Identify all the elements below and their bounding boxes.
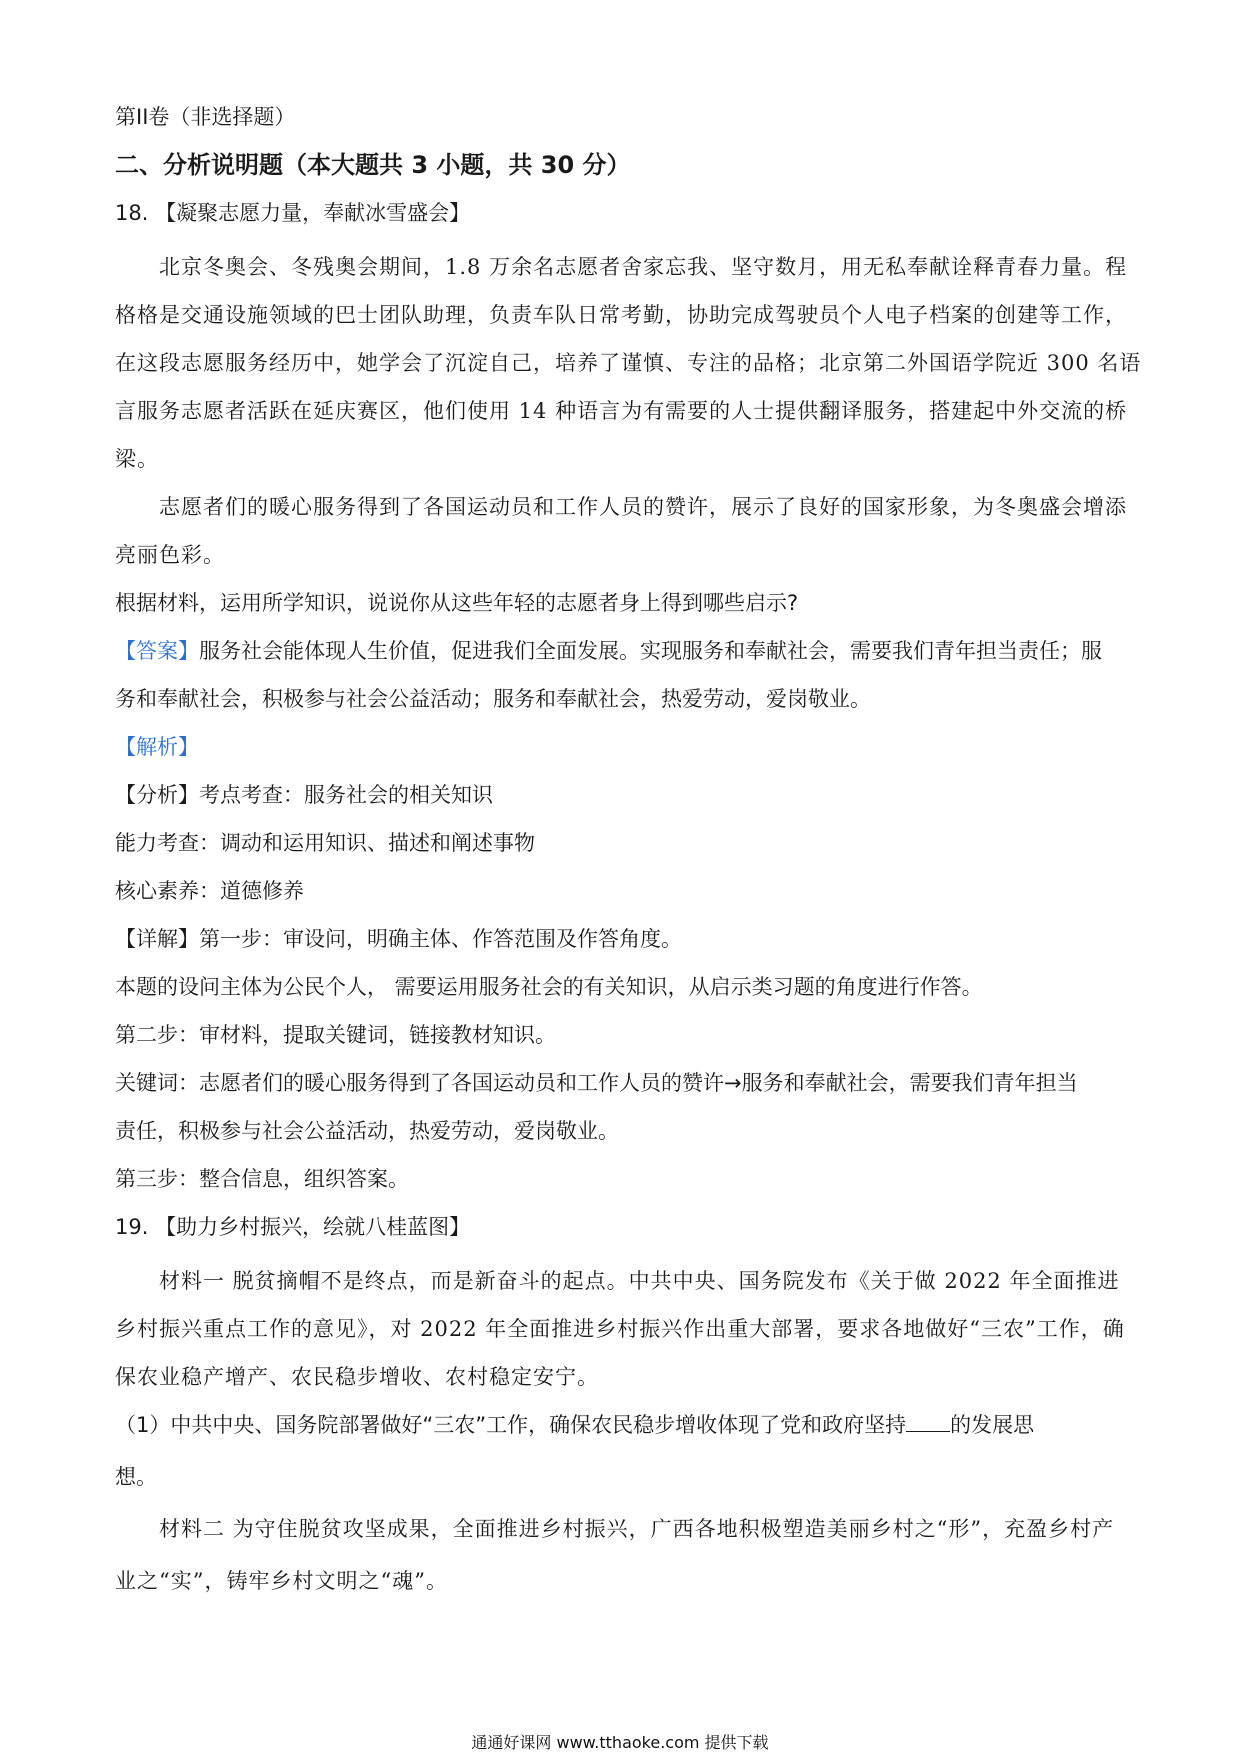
sub1-text-after: 的发展思 bbox=[950, 1413, 1035, 1437]
section-title: 二、分析说明题（本大题共 3 小题，共 30 分） bbox=[115, 151, 631, 179]
q19-subquestion-1 bbox=[115, 1411, 1130, 1439]
analysis-line: 本题的设问主体为公民个人， 需要运用服务社会的有关知识，从启示类习题的角度进行作答。 bbox=[115, 975, 983, 999]
analysis-line: 能力考查：调动和运用知识、描述和阐述事物 bbox=[115, 831, 535, 855]
analysis-line: 【分析】考点考查：服务社会的相关知识 bbox=[115, 783, 493, 807]
analysis-line: 【详解】第一步：审设问，明确主体、作答范围及作答角度。 bbox=[115, 927, 682, 951]
q18-para1-line: 言服务志愿者活跃在延庆赛区，他们使用 14 种语言为有需要的人士提供翻译服务，搭建起中外交流的桥 bbox=[115, 399, 1128, 423]
analysis-line: 关键词：志愿者们的暖心服务得到了各国运动员和工作人员的赞许→服务和奉献社会，需要我们青年担当 bbox=[115, 1071, 1078, 1095]
q18-para2-line: 志愿者们的暖心服务得到了各国运动员和工作人员的赞许，展示了良好的国家形象，为冬奥盛会增添 bbox=[159, 495, 1127, 519]
q18-title: 【凝聚志愿力量，奉献冰雪盛会】 bbox=[155, 201, 471, 225]
q19-material1-line: 保农业稳产增产、农民稳步增收、农村稳定安宁。 bbox=[115, 1365, 599, 1389]
q19-material1-line: 乡村振兴重点工作的意见》，对 2022 年全面推进乡村振兴作出重大部署，要求各地做好“三农”工作，确 bbox=[115, 1317, 1125, 1341]
answer-blank[interactable] bbox=[906, 1411, 950, 1432]
q19-material1-line: 材料一 脱贫摘帽不是终点，而是新奋斗的起点。中共中央、国务院发布《关于做 2022 年全面推进 bbox=[159, 1269, 1120, 1293]
analysis-line: 第二步：审材料，提取关键词，链接教材知识。 bbox=[115, 1023, 556, 1047]
analysis-line: 第三步：整合信息，组织答案。 bbox=[115, 1167, 409, 1191]
answer-tag: 【答案】 bbox=[115, 639, 199, 663]
q19-subquestion-1-cont: 想。 bbox=[115, 1465, 157, 1489]
q19-title: 【助力乡村振兴，绘就八桂蓝图】 bbox=[155, 1215, 471, 1239]
q19-heading bbox=[115, 1213, 1130, 1241]
q18-para1-line: 北京冬奥会、冬残奥会期间，1.8 万余名志愿者舍家忘我、坚守数月，用无私奉献诠释青春力量。程 bbox=[159, 255, 1128, 279]
q18-answer-line bbox=[115, 637, 1130, 665]
q18-question: 根据材料，运用所学知识，说说你从这些年轻的志愿者身上得到哪些启示? bbox=[115, 591, 799, 615]
q18-heading bbox=[115, 199, 1130, 227]
q18-para1-line: 梁。 bbox=[115, 447, 159, 471]
answer-text: 服务社会能体现人生价值，促进我们全面发展。实现服务和奉献社会，需要我们青年担当责任；服 bbox=[199, 639, 1102, 663]
q18-para1-line: 格格是交通设施领域的巴士团队助理，负责车队日常考勤，协助完成驾驶员个人电子档案的创建等工作， bbox=[115, 303, 1127, 327]
q18-answer-line: 务和奉献社会，积极参与社会公益活动；服务和奉献社会，热爱劳动，爱岗敬业。 bbox=[115, 687, 871, 711]
analysis-line: 核心素养：道德修养 bbox=[115, 879, 304, 903]
q19-material2-line: 业之“实”，铸牢乡村文明之“魂”。 bbox=[115, 1569, 448, 1593]
analysis-line: 责任，积极参与社会公益活动，热爱劳动，爱岗敬业。 bbox=[115, 1119, 619, 1143]
q18-para2-line: 亮丽色彩。 bbox=[115, 543, 225, 567]
analysis-tag: 【解析】 bbox=[115, 735, 199, 759]
q18-para1-line: 在这段志愿服务经历中，她学会了沉淀自己，培养了谨慎、专注的品格；北京第二外国语学院近 300 名语 bbox=[115, 351, 1142, 375]
volume-title: 第II卷（非选择题） bbox=[115, 105, 296, 129]
q19-number: 19. bbox=[115, 1215, 149, 1239]
q18-number: 18. bbox=[115, 201, 149, 225]
sub1-text-before: （1）中共中央、国务院部署做好“三农”工作，确保农民稳步增收体现了党和政府坚持 bbox=[115, 1413, 907, 1437]
page-footer: 通通好课网 www.tthaoke.com 提供下载 bbox=[471, 1733, 769, 1752]
q19-material2-line: 材料二 为守住脱贫攻坚成果，全面推进乡村振兴，广西各地积极塑造美丽乡村之“形”，充盈乡村产 bbox=[159, 1517, 1115, 1541]
